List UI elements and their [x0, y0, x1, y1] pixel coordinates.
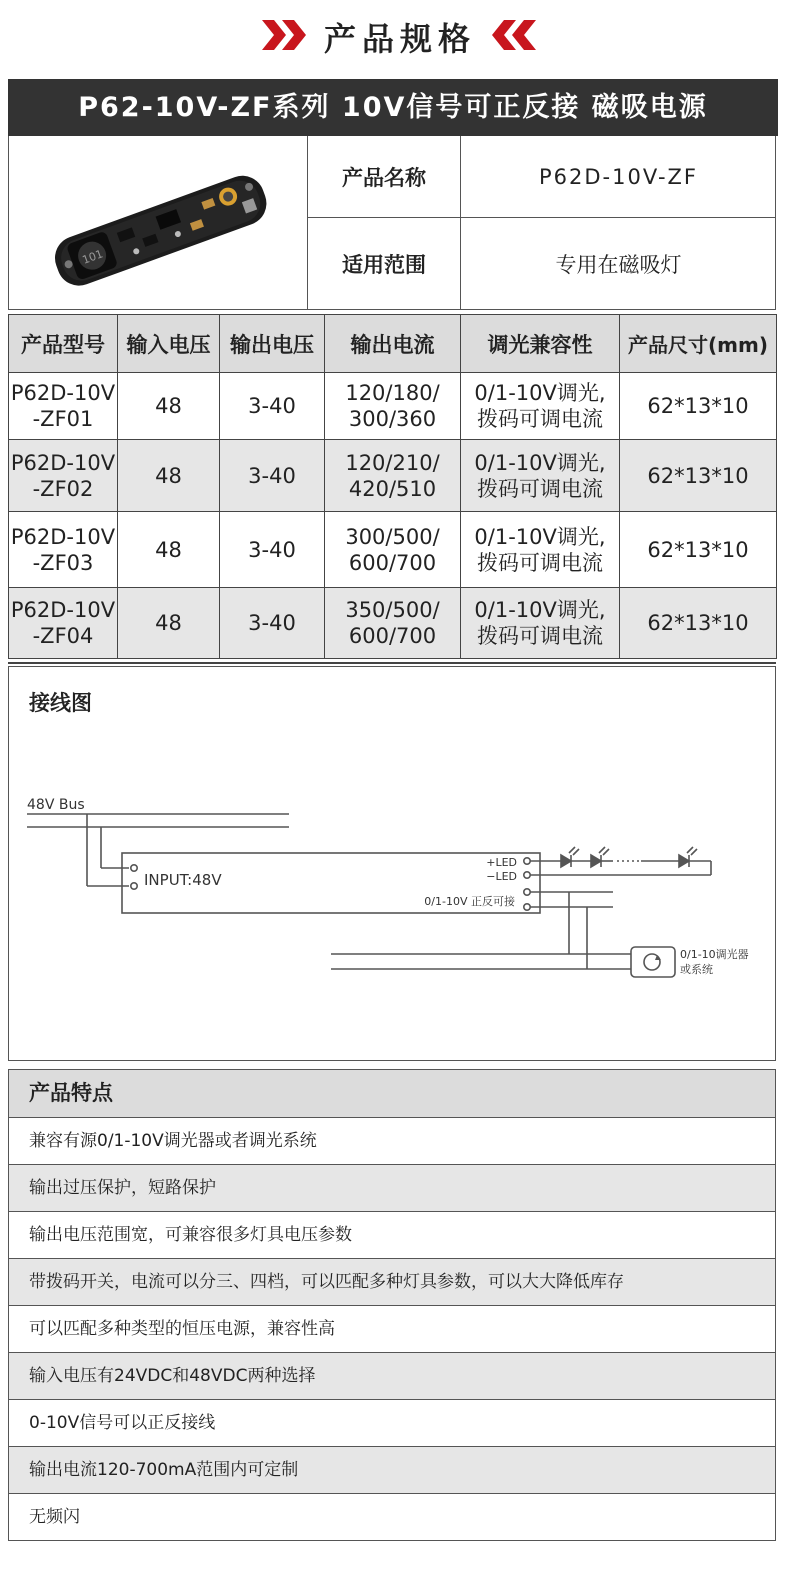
feature-item: 输出过压保护，短路保护	[9, 1165, 775, 1212]
chevrons-left-icon	[488, 20, 536, 50]
dimmer-label: 0/1-10调光器	[680, 948, 749, 961]
divider	[8, 662, 776, 664]
product-info	[8, 136, 776, 310]
input-voltage-cell: 48	[118, 440, 220, 512]
input-voltage-cell: 48	[118, 512, 220, 588]
output-current-cell: 350/500/ 600/700	[325, 588, 461, 659]
dimming-cell: 0/1-10V调光, 拨码可调电流	[461, 440, 620, 512]
series-banner: P62-10V-ZF系列 10V信号可正反接 磁吸电源	[8, 79, 778, 136]
product-image	[9, 136, 308, 309]
column-header: 输入电压	[118, 315, 220, 373]
features-title: 产品特点	[9, 1070, 775, 1118]
wiring-title: 接线图	[29, 691, 92, 715]
table-row	[9, 440, 777, 512]
spec-table	[8, 314, 777, 659]
size-cell: 62*13*10	[620, 588, 777, 659]
column-header: 调光兼容性	[461, 315, 620, 373]
input-voltage-cell: 48	[118, 588, 220, 659]
size-cell: 62*13*10	[620, 440, 777, 512]
table-row	[9, 373, 777, 440]
led-plus-label: +LED	[486, 856, 517, 869]
input-label: INPUT:48V	[144, 871, 222, 889]
feature-item: 输入电压有24VDC和48VDC两种选择	[9, 1353, 775, 1400]
dimming-cell: 0/1-10V调光, 拨码可调电流	[461, 588, 620, 659]
model-cell: P62D-10V -ZF02	[9, 440, 118, 512]
feature-item: 无频闪	[29, 1507, 80, 1527]
column-header: 输出电压	[220, 315, 325, 373]
product-name-label: 产品名称	[308, 136, 461, 218]
scope-label: 适用范围	[308, 218, 461, 309]
output-current-cell: 120/180/ 300/360	[325, 373, 461, 440]
svg-text:101: 101	[80, 247, 105, 267]
scope-value: 专用在磁吸灯	[555, 252, 682, 277]
dimming-cell: 0/1-10V调光, 拨码可调电流	[461, 373, 620, 440]
table-header-row	[9, 315, 777, 373]
page-header	[0, 0, 800, 75]
dimming-cell: 0/1-10V调光, 拨码可调电流	[461, 512, 620, 588]
output-voltage-cell: 3-40	[220, 440, 325, 512]
signal-label: 0/1-10V 正反可接	[424, 895, 515, 908]
features-section	[8, 1069, 776, 1541]
wiring-section	[8, 666, 776, 1061]
column-header: 产品型号	[9, 315, 118, 373]
page-title: 产品规格	[323, 20, 476, 58]
led-minus-label: −LED	[486, 870, 517, 883]
wiring-diagram	[9, 667, 777, 1062]
table-row	[9, 588, 777, 659]
feature-item: 兼容有源0/1-10V调光器或者调光系统	[9, 1118, 775, 1165]
feature-item: 0-10V信号可以正反接线	[9, 1400, 775, 1447]
dimmer-label: 或系统	[680, 963, 713, 976]
feature-item: 带拨码开关，电流可以分三、四档，可以匹配多种灯具参数，可以大大降低库存	[9, 1259, 775, 1306]
column-header: 输出电流	[325, 315, 461, 373]
output-current-cell: 300/500/ 600/700	[325, 512, 461, 588]
model-cell: P62D-10V -ZF04	[9, 588, 118, 659]
output-voltage-cell: 3-40	[220, 373, 325, 440]
feature-item: 输出电流120-700mA范围内可定制	[9, 1447, 775, 1494]
output-current-cell: 120/210/ 420/510	[325, 440, 461, 512]
feature-item: 可以匹配多种类型的恒压电源，兼容性高	[9, 1306, 775, 1353]
input-voltage-cell: 48	[118, 373, 220, 440]
product-name-value: P62D-10V-ZF	[538, 165, 699, 189]
pcb-board-icon	[9, 136, 307, 309]
bus-label: 48V Bus	[27, 797, 85, 813]
table-row	[9, 512, 777, 588]
model-cell: P62D-10V -ZF03	[9, 512, 118, 588]
size-cell: 62*13*10	[620, 373, 777, 440]
model-cell: P62D-10V -ZF01	[9, 373, 118, 440]
feature-item: 输出电压范围宽，可兼容很多灯具电压参数	[9, 1212, 775, 1259]
output-voltage-cell: 3-40	[220, 588, 325, 659]
column-header: 产品尺寸(mm)	[620, 315, 777, 373]
output-voltage-cell: 3-40	[220, 512, 325, 588]
size-cell: 62*13*10	[620, 512, 777, 588]
